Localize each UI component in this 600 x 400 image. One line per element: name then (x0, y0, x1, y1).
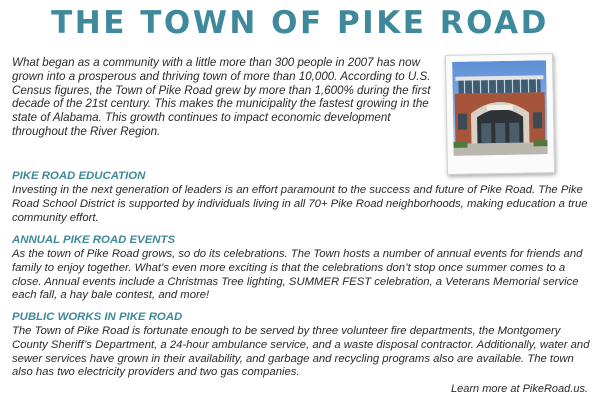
town-building-photo (445, 53, 555, 175)
page-title: THE TOWN OF PIKE ROAD (51, 5, 549, 41)
intro-paragraph: What began as a community with a little more than 300 people in 2007 has now grown into a prosperous and thriving town of more than 10,000. According to U.S. Census figures, the Town of Pike Road grew by more than 1,600% during the first decade of the 21st century. This makes the municipality the fastest growing in the state of Alabama. This growth continues to impact economic development throughout the River Region. (12, 56, 431, 138)
building-illustration (452, 60, 548, 156)
section-heading-events: ANNUAL PIKE ROAD EVENTS (12, 234, 176, 246)
section-heading-public-works: PUBLIC WORKS IN PIKE ROAD (12, 311, 183, 323)
learn-more-link[interactable]: Learn more at PikeRoad.us. (451, 383, 588, 395)
section-text-public-works: The Town of Pike Road is fortunate enough to be served by three volunteer fire departments, the Montgomery County Sheriff’s Department, a 24-hour ambulance service, and a waste disposal contractor. Additionally, water and sewer services have grown in their availability, and garbage and recycling programs also are available. The town also has two electricity providers and two gas companies. (12, 325, 590, 379)
section-text-education: Investing in the next generation of leaders is an effort paramount to the success and future of Pike Road. The Pike Road School District is supported by individuals living in all 70+ Pike Road neighborhoods, making education a true community effort. (12, 184, 588, 224)
section-heading-education: PIKE ROAD EDUCATION (12, 170, 146, 182)
section-text-events: As the town of Pike Road grows, so do its celebrations. The Town hosts a number of annual events for friends and family to enjoy together. What’s even more exciting is that the celebrations don’t stop once summer comes to a close. Annual events include a Christmas Tree lighting, SUMMER FEST celebration, a Veterans Memorial service each fall, a hay bale contest, and more! (12, 248, 583, 302)
